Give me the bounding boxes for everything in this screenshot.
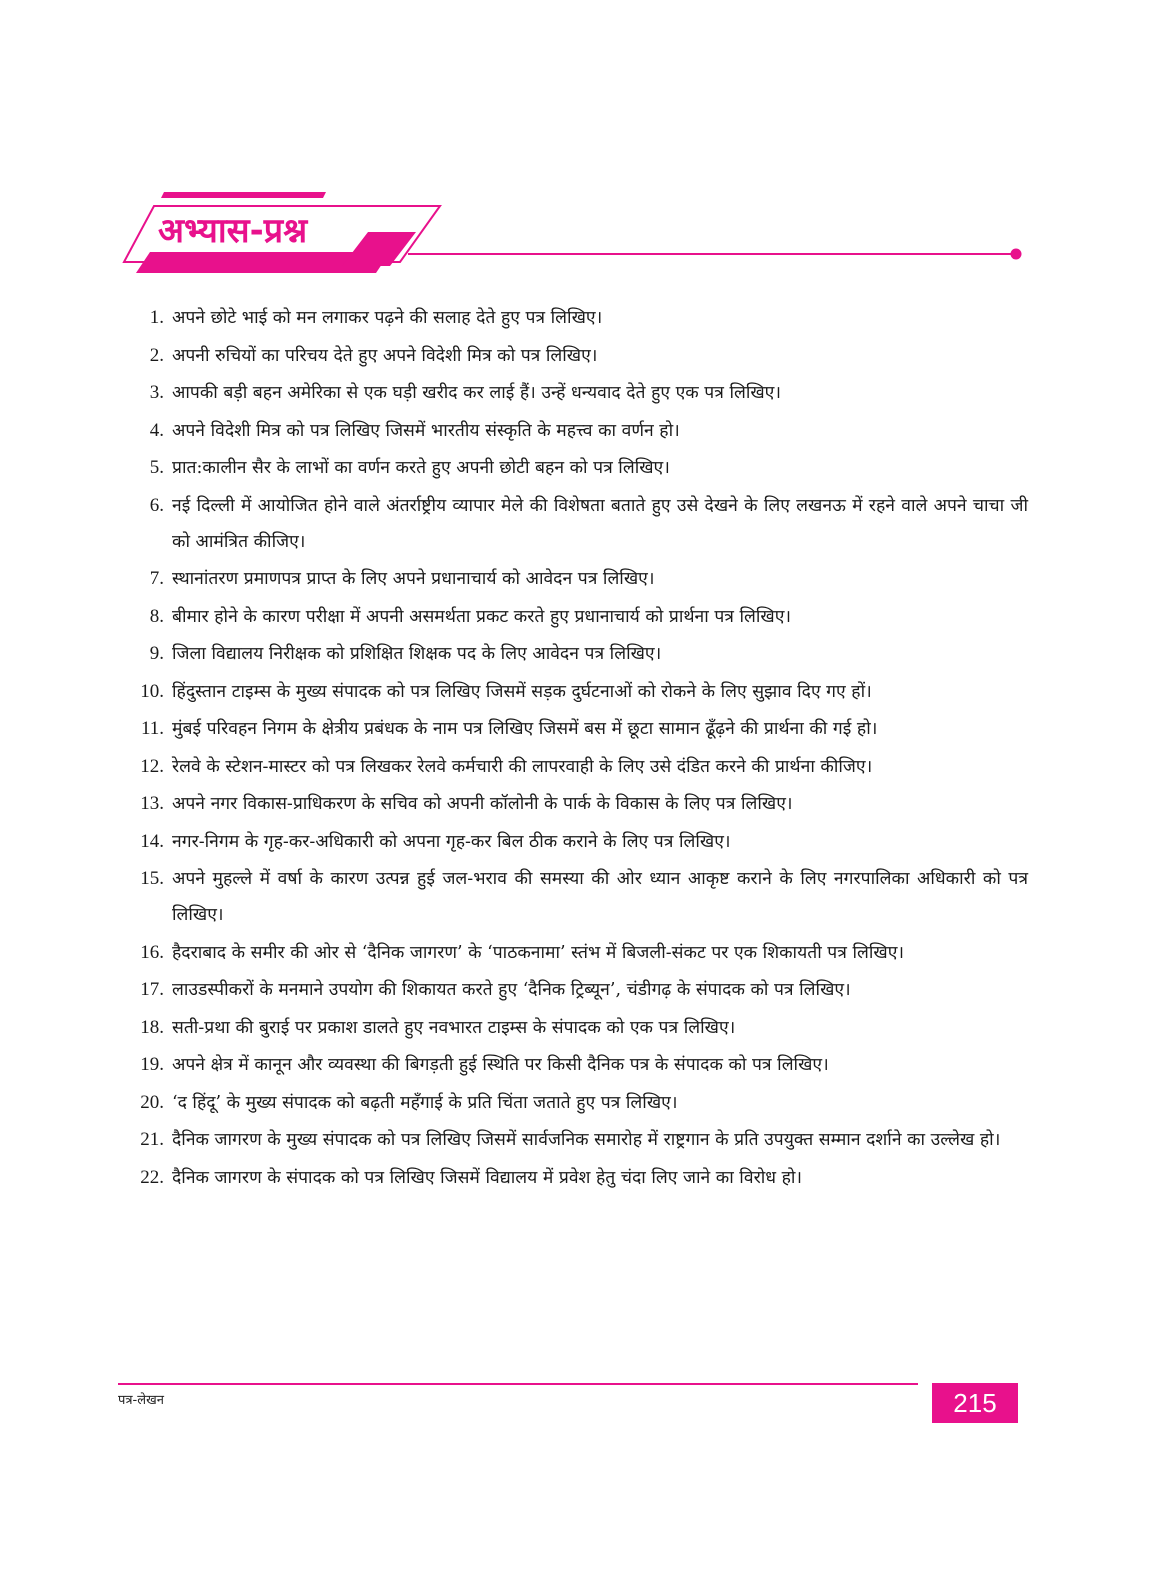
item-number: 14. — [140, 830, 164, 852]
list-item — [128, 413, 1028, 449]
item-number: 1. — [149, 307, 164, 328]
item-text: अपने मुहल्ले में वर्षा के कारण उत्पन्न हुई जल-भराव की समस्या की ओर ध्यान आकृष्ट कराने के लिए नगरपालिका अधिकारी को पत्र लिखिए। — [172, 869, 1028, 925]
item-number: 9. — [149, 643, 164, 664]
list-item — [128, 488, 1028, 560]
item-text: बीमार होने के कारण परीक्षा में अपनी असमर्थता प्रकट करते हुए प्रधानाचार्य को प्रार्थना पत्र लिखिए। — [172, 606, 792, 627]
list-item — [128, 861, 1028, 933]
item-number: 3. — [149, 382, 164, 403]
item-number: 10. — [140, 680, 164, 702]
page-title: अभ्यास-प्रश्न — [158, 211, 308, 251]
footer-section-label: पत्र-लेखन — [118, 1393, 164, 1408]
list-item — [128, 1122, 1028, 1158]
item-number: 17. — [140, 979, 164, 1000]
item-text: दैनिक जागरण के संपादक को पत्र लिखिए जिसमें विद्यालय में प्रवेश हेतु चंदा लिए जाने का विरोध हो। — [172, 1167, 803, 1188]
questions-list — [128, 300, 1028, 1197]
item-number: 11. — [140, 718, 164, 739]
page-number-badge: 215 — [932, 1383, 1018, 1423]
item-text: अपने नगर विकास-प्राधिकरण के सचिव को अपनी कॉलोनी के पार्क के विकास के लिए पत्र लिखिए। — [172, 794, 793, 814]
item-number: 19. — [140, 1054, 164, 1075]
item-text: अपने विदेशी मित्र को पत्र लिखिए जिसमें भारतीय संस्कृति के महत्त्व का वर्णन हो। — [172, 420, 680, 441]
footer-divider — [118, 1383, 918, 1385]
item-number: 15. — [140, 868, 164, 889]
item-number: 7. — [149, 568, 164, 589]
list-item — [128, 1160, 1028, 1196]
list-item — [128, 674, 1028, 710]
item-number: 20. — [140, 1091, 164, 1113]
item-text: अपनी रुचियों का परिचय देते हुए अपने विदेशी मित्र को पत्र लिखिए। — [172, 345, 598, 366]
list-item — [128, 561, 1028, 597]
item-text: प्रात:कालीन सैर के लाभों का वर्णन करते हुए अपनी छोटी बहन को पत्र लिखिए। — [172, 458, 670, 478]
list-item — [128, 972, 1028, 1008]
item-number: 13. — [140, 793, 164, 814]
item-text: हैदराबाद के समीर की ओर से ‘दैनिक जागरण’ के ‘पाठकनामा’ स्तंभ में बिजली-संकट पर एक शिकायती पत्र लिखिए। — [172, 942, 905, 963]
item-text: सती-प्रथा की बुराई पर प्रकाश डालते हुए नवभारत टाइम्स के संपादक को एक पत्र लिखिए। — [172, 1017, 736, 1038]
list-item — [128, 450, 1028, 486]
item-number: 8. — [149, 605, 164, 627]
item-text: अपने क्षेत्र में कानून और व्यवस्था की बिगड़ती हुई स्थिति पर किसी दैनिक पत्र के संपादक को पत्र लिखिए। — [172, 1055, 829, 1075]
item-number: 18. — [140, 1016, 164, 1038]
list-item — [128, 1047, 1028, 1083]
list-item — [128, 338, 1028, 374]
item-text: रेलवे के स्टेशन-मास्टर को पत्र लिखकर रेलवे कर्मचारी की लापरवाही के लिए उसे दंडित करने की प्रार्थना कीजिए। — [172, 756, 873, 777]
list-item — [128, 935, 1028, 971]
item-text: मुंबई परिवहन निगम के क्षेत्रीय प्रबंधक के नाम पत्र लिखिए जिसमें बस में छूटा सामान ढूँढ़ने की प्रार्थना की गई हो। — [172, 719, 878, 739]
list-item — [128, 711, 1028, 747]
list-item — [128, 1010, 1028, 1046]
item-number: 4. — [149, 419, 164, 441]
item-text: ‘द हिंदू’ के मुख्य संपादक को बढ़ती महँगाई के प्रति चिंता जताते हुए पत्र लिखिए। — [172, 1092, 678, 1113]
item-number: 6. — [149, 494, 164, 516]
item-text: जिला विद्यालय निरीक्षक को प्रशिक्षित शिक्षक पद के लिए आवेदन पत्र लिखिए। — [172, 644, 662, 664]
item-number: 2. — [149, 344, 164, 366]
item-number: 16. — [140, 941, 164, 963]
list-item — [128, 300, 1028, 336]
item-text: दैनिक जागरण के मुख्य संपादक को पत्र लिखिए जिसमें सार्वजनिक समारोह में राष्ट्रगान के प्रति उपयुक्त सम्मान दर्शाने का उल्लेख हो। — [172, 1130, 1001, 1150]
list-item — [128, 824, 1028, 860]
list-item — [128, 786, 1028, 822]
list-item — [128, 749, 1028, 785]
list-item — [128, 375, 1028, 411]
item-text: आपकी बड़ी बहन अमेरिका से एक घड़ी खरीद कर लाई हैं। उन्हें धन्यवाद देते हुए एक पत्र लिखिए। — [172, 383, 781, 403]
list-item — [128, 1085, 1028, 1121]
item-text: अपने छोटे भाई को मन लगाकर पढ़ने की सलाह देते हुए पत्र लिखिए। — [172, 308, 603, 328]
list-item — [128, 636, 1028, 672]
item-text: लाउडस्पीकरों के मनमाने उपयोग की शिकायत करते हुए ‘दैनिक ट्रिब्यून’, चंडीगढ़ के संपादक को पत्र लिखिए। — [172, 980, 851, 1000]
item-number: 22. — [140, 1166, 164, 1188]
item-number: 5. — [149, 457, 164, 478]
item-number: 12. — [140, 755, 164, 777]
list-item — [128, 599, 1028, 635]
item-number: 21. — [140, 1129, 164, 1150]
item-text: नई दिल्ली में आयोजित होने वाले अंतर्राष्ट्रीय व्यापार मेले की विशेषता बताते हुए उसे देखने के लिए लखनऊ में रहने वाले अपने चाचा जी को आमंत्रित कीजिए। — [172, 495, 1028, 552]
section-header — [120, 186, 1040, 281]
item-text: नगर-निगम के गृह-कर-अधिकारी को अपना गृह-कर बिल ठीक कराने के लिए पत्र लिखिए। — [172, 831, 731, 852]
item-text: हिंदुस्तान टाइम्स के मुख्य संपादक को पत्र लिखिए जिसमें सड़क दुर्घटनाओं को रोकने के लिए सुझाव दिए गए हों। — [172, 681, 872, 702]
item-text: स्थानांतरण प्रमाणपत्र प्राप्त के लिए अपने प्रधानाचार्य को आवेदन पत्र लिखिए। — [172, 569, 655, 589]
